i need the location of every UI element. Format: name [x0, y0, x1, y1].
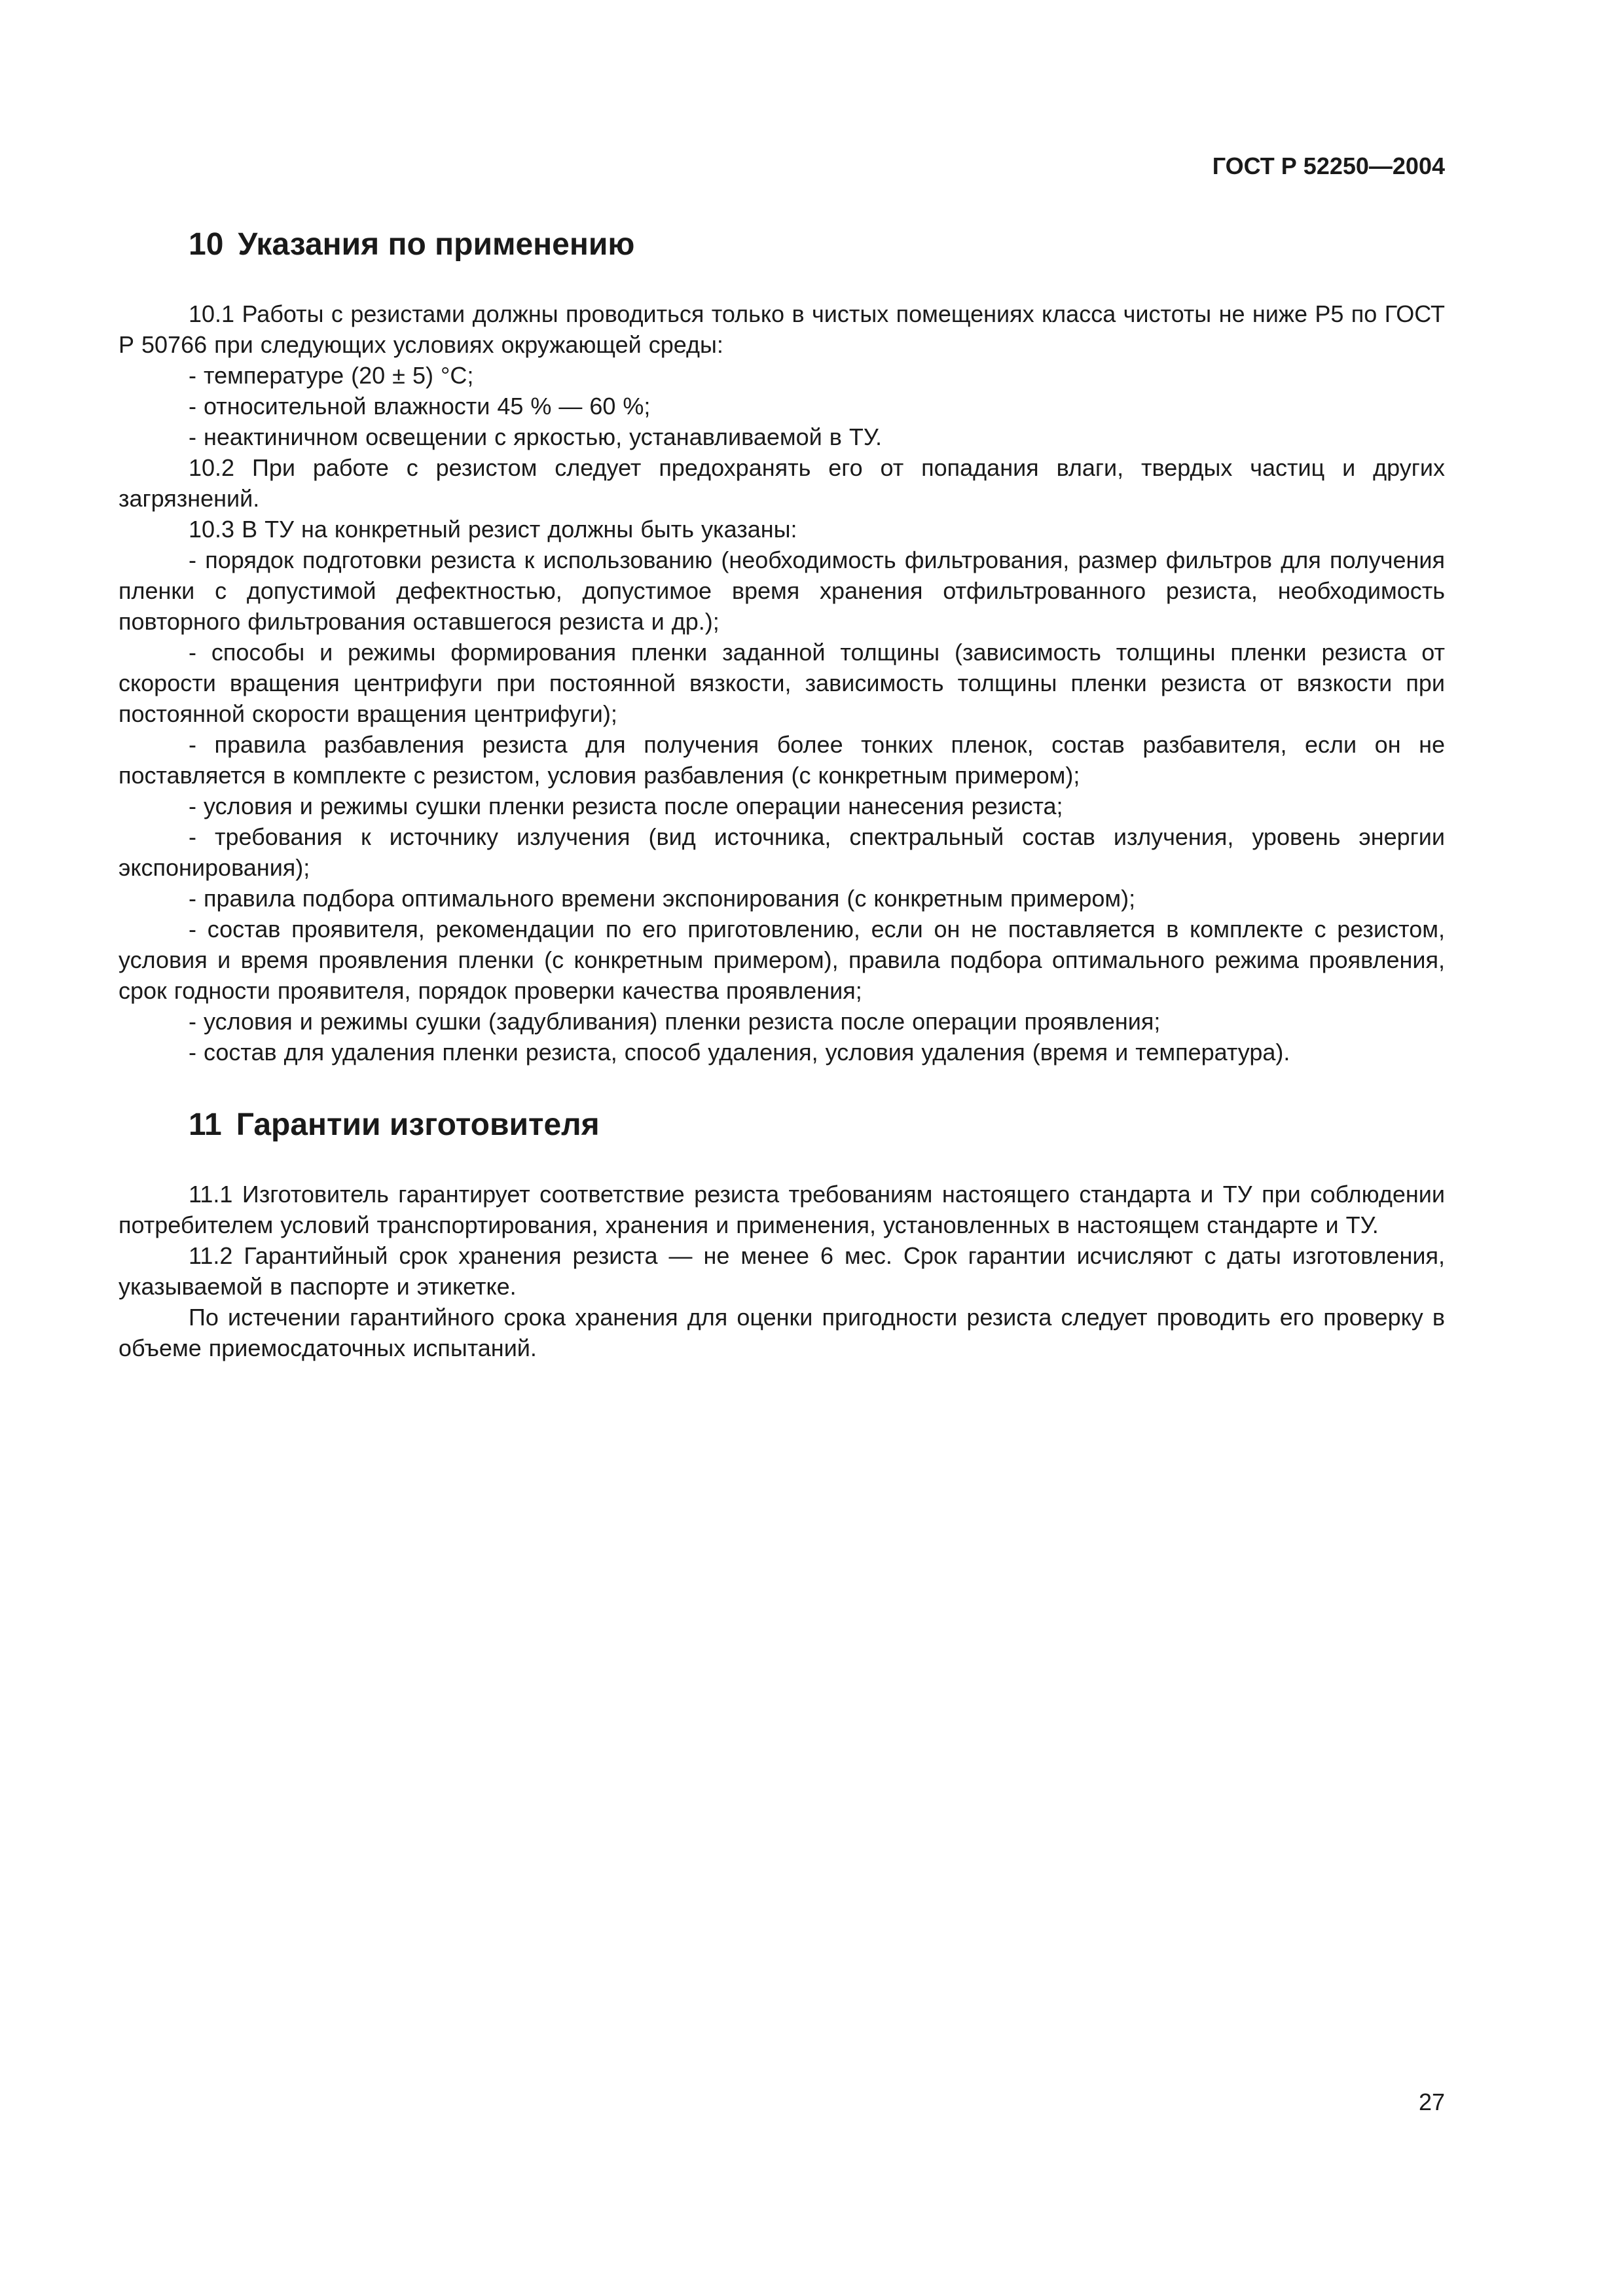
- section-number: 10: [189, 227, 224, 262]
- list-item-preparation: - порядок подготовки резиста к использованию (необходимость фильтрования, размер фильтров для получения пленки с допустимой дефектностью, допустимое время хранения отфильтрованного резиста, необходимость повторного фильтрования оставшегося резиста и др.);: [119, 547, 1445, 635]
- paragraph-10-1: 10.1 Работы с резистами должны проводиться только в чистых помещениях класса чистоты не ниже Р5 по ГОСТ Р 50766 при следующих условиях окружающей среды:: [119, 300, 1445, 358]
- section-number: 11: [189, 1107, 222, 1142]
- list-item-lighting: - неактиничном освещении с яркостью, устанавливаемой в ТУ.: [189, 423, 882, 450]
- document-body: [119, 225, 1445, 1363]
- paragraph-11-2: 11.2 Гарантийный срок хранения резиста — не менее 6 мес. Срок гарантии исчисляют с даты изготовления, указываемой в паспорте и этикетке.: [119, 1242, 1445, 1300]
- list-item-film-forming: - способы и режимы формирования пленки заданной толщины (зависимость толщины пленки резиста от скорости вращения центрифуги при постоянной вязкости, зависимость толщины пленки резиста от вязкости при постоянной скорости вращения центрифуги);: [119, 639, 1445, 727]
- list-item-dilution: - правила разбавления резиста для получения более тонких пленок, состав разбавителя, если он не поставляется в комплекте с резистом, условия разбавления (с конкретным примером);: [119, 731, 1445, 789]
- list-item-radiation-source: - требования к источнику излучения (вид источника, спектральный состав излучения, уровень энергии экспонирования);: [119, 823, 1445, 881]
- section-title-text: Гарантии изготовителя: [236, 1107, 600, 1142]
- list-item-removal: - состав для удаления пленки резиста, способ удаления, условия удаления (время и температура).: [189, 1039, 1290, 1066]
- document-code-header: ГОСТ Р 52250—2004: [1212, 152, 1445, 179]
- paragraph-10-3: 10.3 В ТУ на конкретный резист должны быть указаны:: [189, 516, 797, 543]
- list-item-developer: - состав проявителя, рекомендации по его приготовлению, если он не поставляется в комплекте с резистом, условия и время проявления пленки (с конкретным примером), правила подбора оптимального режима проявления, срок годности проявителя, порядок проверки качества проявления;: [119, 916, 1445, 1004]
- paragraph-10-2: 10.2 При работе с резистом следует предохранять его от попадания влаги, твердых частиц и других загрязнений.: [119, 454, 1445, 512]
- list-item-humidity: - относительной влажности 45 % — 60 %;: [189, 393, 651, 420]
- list-item-drying: - условия и режимы сушки пленки резиста после операции нанесения резиста;: [189, 793, 1063, 819]
- list-item-exposure-time: - правила подбора оптимального времени экспонирования (с конкретным примером);: [189, 885, 1136, 912]
- list-item-temperature: - температуре (20 ± 5) °С;: [189, 362, 474, 389]
- section-title-text: Указания по применению: [238, 227, 635, 262]
- list-item-hardening: - условия и режимы сушки (задубливания) пленки резиста после операции проявления;: [189, 1008, 1161, 1035]
- page-number: 27: [1418, 2089, 1445, 2115]
- paragraph-warranty-expiry: По истечении гарантийного срока хранения для оценки пригодности резиста следует проводить его проверку в объеме приемосдаточных испытаний.: [119, 1304, 1445, 1361]
- paragraph-11-1: 11.1 Изготовитель гарантирует соответствие резиста требованиям настоящего стандарта и ТУ при соблюдении потребителем условий транспортирования, хранения и применения, установленных в настоящем стандарте и ТУ.: [119, 1181, 1445, 1238]
- section-heading-11: [119, 1105, 1445, 1145]
- section-heading-10: [119, 225, 1445, 264]
